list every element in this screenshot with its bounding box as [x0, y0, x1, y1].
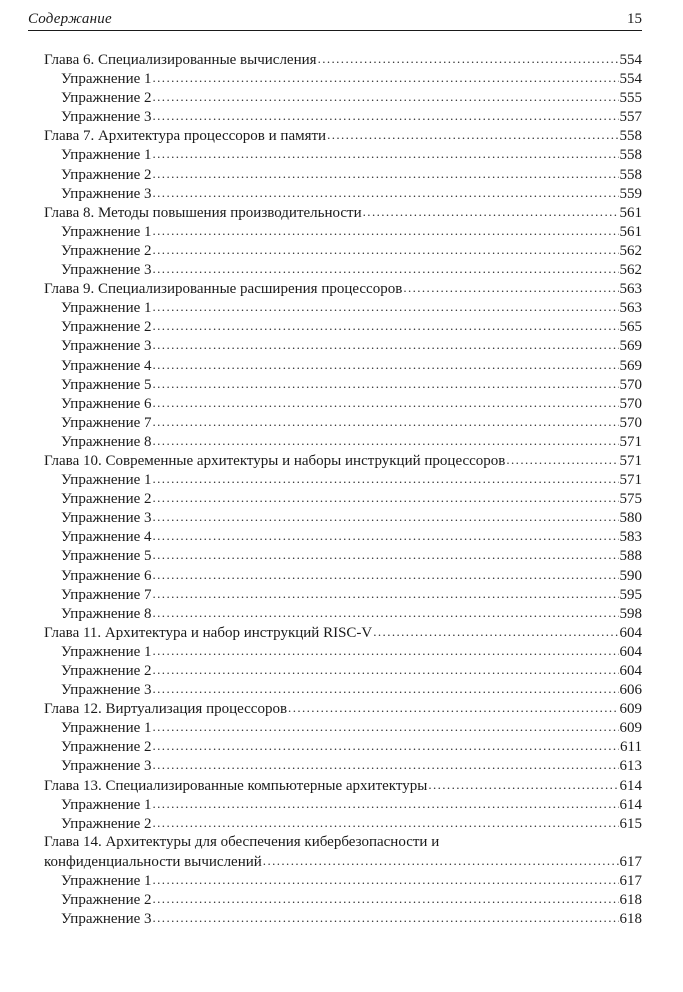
toc-entry-page: 604 — [619, 663, 642, 679]
toc-entry-page: 558 — [619, 147, 642, 164]
toc-entry-label: Упражнение 1 — [61, 796, 152, 813]
toc-leader-dots — [153, 641, 619, 660]
toc-exercise-entry — [44, 508, 642, 527]
toc-entry-label: Упражнение 3 — [61, 682, 152, 699]
toc-leader-dots — [153, 488, 619, 507]
toc-leader-dots — [153, 813, 619, 832]
toc-exercise-entry — [44, 546, 642, 565]
toc-exercise-entry — [44, 432, 642, 451]
running-header-title: Содержание — [28, 11, 112, 27]
toc-exercise-entry — [44, 241, 642, 260]
toc-entry-label: Глава 8. Методы повышения производительности — [44, 204, 362, 221]
toc-leader-dots — [153, 412, 619, 431]
toc-exercise-entry — [44, 680, 642, 699]
toc-entry-label: Глава 10. Современные архитектуры и наборы инструкций процессоров — [44, 452, 506, 469]
toc-entry-page: 570 — [619, 376, 642, 393]
toc-entry-page: 580 — [619, 510, 642, 527]
toc-exercise-entry — [44, 413, 642, 432]
toc-entry-label: Упражнение 5 — [61, 376, 152, 393]
toc-chapter-entry — [44, 279, 642, 298]
toc-exercise-entry — [44, 604, 642, 623]
toc-leader-dots — [428, 775, 618, 794]
toc-leader-dots — [153, 526, 619, 545]
toc-entry-page: 569 — [619, 338, 642, 355]
toc-entry-label: Глава 11. Архитектура и набор инструкций RISC-V — [44, 624, 373, 641]
toc-entry-page: 570 — [619, 414, 642, 431]
toc-leader-dots — [153, 355, 619, 374]
toc-entry-page: 557 — [619, 109, 642, 126]
toc-exercise-entry — [44, 489, 642, 508]
toc-leader-dots — [153, 183, 619, 202]
toc-entry-page: 604 — [619, 624, 642, 641]
toc-chapter-entry — [44, 126, 642, 145]
toc-entry-page: 558 — [619, 128, 642, 145]
toc-exercise-entry — [44, 585, 642, 604]
toc-entry-label: Упражнение 1 — [61, 71, 152, 88]
toc-leader-dots — [153, 68, 619, 87]
toc-entry-page: 609 — [619, 720, 642, 737]
toc-leader-dots — [153, 240, 619, 259]
toc-chapter-entry — [44, 623, 642, 642]
toc-entry-label: Упражнение 1 — [61, 643, 152, 660]
toc-exercise-entry — [44, 356, 642, 375]
toc-leader-dots — [153, 393, 619, 412]
toc-leader-dots — [153, 679, 619, 698]
toc-entry-label: Упражнение 3 — [61, 338, 152, 355]
toc-entry-label: Упражнение 2 — [61, 319, 152, 336]
toc-entry-label: Упражнение 3 — [61, 911, 152, 928]
toc-entry-label: Упражнение 2 — [61, 892, 152, 909]
toc-leader-dots — [153, 545, 619, 564]
toc-leader-dots — [153, 259, 619, 278]
toc-leader-dots — [153, 717, 619, 736]
toc-exercise-entry — [44, 394, 642, 413]
toc-leader-dots — [153, 374, 619, 393]
toc-entry-page: 618 — [619, 892, 642, 909]
toc-entry-label: Упражнение 4 — [61, 529, 152, 546]
toc-exercise-entry — [44, 222, 642, 241]
toc-entry-label: Упражнение 1 — [61, 873, 152, 890]
toc-leader-dots — [363, 202, 619, 221]
toc-leader-dots — [327, 125, 618, 144]
toc-exercise-entry — [44, 375, 642, 394]
toc-entry-page: 561 — [619, 204, 642, 221]
toc-entry-page: 561 — [619, 223, 642, 240]
toc-leader-dots — [506, 450, 618, 469]
toc-leader-dots — [153, 87, 619, 106]
toc-entry-label: Глава 6. Специализированные вычисления — [44, 52, 317, 68]
toc-entry-label: Упражнение 1 — [61, 472, 152, 489]
toc-leader-dots — [153, 221, 619, 240]
toc-leader-dots — [288, 698, 618, 717]
toc-exercise-entry — [44, 317, 642, 336]
toc-leader-dots — [403, 278, 618, 297]
toc-entry-label: Упражнение 7 — [61, 414, 152, 431]
toc-entry-page: 606 — [619, 682, 642, 699]
toc-entry-page: 569 — [619, 357, 642, 374]
toc-exercise-entry — [44, 795, 642, 814]
toc-exercise-entry — [44, 814, 642, 833]
toc-entry-page: 604 — [619, 643, 642, 660]
toc-exercise-entry — [44, 336, 642, 355]
toc-exercise-entry — [44, 88, 642, 107]
toc-exercise-entry — [44, 909, 642, 928]
toc-chapter-entry — [44, 50, 642, 69]
toc-exercise-entry — [44, 107, 642, 126]
toc-entry-page: 562 — [619, 262, 642, 279]
toc-entry-page: 611 — [620, 739, 642, 756]
toc-entry-label: Упражнение 1 — [61, 720, 152, 737]
toc-entry-page: 615 — [619, 815, 642, 832]
toc-leader-dots — [153, 507, 619, 526]
toc-entry-label: Упражнение 3 — [61, 262, 152, 279]
toc-exercise-entry — [44, 69, 642, 88]
toc-entry-label: Упражнение 1 — [61, 300, 152, 317]
toc-entry-page: 559 — [619, 185, 642, 202]
toc-entry-label: Упражнение 2 — [61, 242, 152, 259]
toc-entry-label: Упражнение 3 — [61, 758, 152, 775]
toc-entry-page: 618 — [619, 911, 642, 928]
toc-leader-dots — [153, 870, 619, 889]
toc-leader-dots — [153, 660, 619, 679]
toc-chapter-entry — [44, 451, 642, 470]
toc-entry-label: Упражнение 2 — [61, 663, 152, 679]
toc-entry-label: Упражнение 3 — [61, 510, 152, 527]
toc-entry-label: Упражнение 8 — [61, 605, 152, 622]
toc-chapter-entry — [44, 852, 642, 871]
toc-entry-page: 609 — [619, 701, 642, 718]
toc-leader-dots — [153, 794, 619, 813]
toc-entry-page: 590 — [619, 567, 642, 584]
toc-exercise-entry — [44, 298, 642, 317]
toc-entry-page: 613 — [619, 758, 642, 775]
toc-entry-label: Глава 12. Виртуализация процессоров — [44, 701, 288, 718]
toc-entry-label: Упражнение 7 — [61, 586, 152, 603]
toc-entry-label: Упражнение 2 — [61, 166, 152, 183]
table-of-contents — [44, 50, 642, 928]
toc-entry-label: Упражнение 2 — [61, 491, 152, 508]
toc-entry-page: 555 — [619, 90, 642, 107]
toc-entry-label: Глава 14. Архитектуры для обеспечения кибербезопасности и — [44, 833, 440, 850]
toc-leader-dots — [153, 908, 619, 927]
toc-entry-page: 554 — [619, 52, 642, 68]
toc-entry-label: Упражнение 5 — [61, 548, 152, 565]
toc-entry-page: 614 — [619, 796, 642, 813]
toc-leader-dots — [153, 755, 619, 774]
toc-exercise-entry — [44, 260, 642, 279]
toc-entry-page: 563 — [619, 300, 642, 317]
toc-leader-dots — [153, 889, 619, 908]
toc-entry-page: 614 — [619, 777, 642, 794]
toc-leader-dots — [318, 49, 619, 68]
toc-leader-dots — [153, 106, 619, 125]
toc-exercise-entry — [44, 756, 642, 775]
toc-chapter-entry — [44, 776, 642, 795]
toc-entry-label: Упражнение 1 — [61, 147, 152, 164]
toc-entry-page: 583 — [619, 529, 642, 546]
toc-leader-dots — [153, 297, 619, 316]
toc-exercise-entry — [44, 165, 642, 184]
toc-exercise-entry — [44, 661, 642, 680]
toc-chapter-entry — [44, 699, 642, 718]
toc-exercise-entry — [44, 184, 642, 203]
toc-entry-label: Упражнение 6 — [61, 567, 152, 584]
toc-exercise-entry — [44, 527, 642, 546]
toc-leader-dots — [153, 164, 619, 183]
toc-entry-page: 554 — [619, 71, 642, 88]
toc-exercise-entry — [44, 642, 642, 661]
toc-entry-label: Упражнение 3 — [61, 109, 152, 126]
toc-entry-page: 617 — [619, 873, 642, 890]
toc-entry-page: 571 — [619, 472, 642, 489]
toc-leader-dots — [263, 851, 619, 870]
toc-entry-label: Упражнение 1 — [61, 223, 152, 240]
toc-entry-label: Глава 7. Архитектура процессоров и памяти — [44, 128, 327, 145]
toc-leader-dots — [153, 431, 619, 450]
toc-exercise-entry — [44, 566, 642, 585]
toc-leader-dots — [153, 335, 619, 354]
toc-entry-label: Глава 9. Специализированные расширения процессоров — [44, 281, 403, 298]
toc-leader-dots — [153, 603, 619, 622]
page-number: 15 — [627, 11, 642, 27]
toc-entry-label: Упражнение 2 — [61, 90, 152, 107]
toc-leader-dots — [153, 469, 619, 488]
toc-entry-label: Упражнение 2 — [61, 739, 152, 756]
toc-entry-label: Упражнение 3 — [61, 185, 152, 202]
toc-entry-label: Глава 13. Специализированные компьютерные архитектуры — [44, 777, 428, 794]
toc-entry-page: 565 — [619, 319, 642, 336]
toc-exercise-entry — [44, 737, 642, 756]
toc-entry-page: 575 — [619, 491, 642, 508]
toc-entry-label: конфиденциальности вычислений — [44, 853, 262, 870]
toc-leader-dots — [153, 144, 619, 163]
toc-entry-page: 570 — [619, 395, 642, 412]
toc-exercise-entry — [44, 470, 642, 489]
toc-entry-page: 571 — [619, 452, 642, 469]
toc-entry-page: 595 — [619, 586, 642, 603]
toc-entry-page: 598 — [619, 605, 642, 622]
toc-entry-page: 558 — [619, 166, 642, 183]
toc-leader-dots — [153, 565, 619, 584]
toc-entry-page: 563 — [619, 281, 642, 298]
toc-entry-page: 588 — [619, 548, 642, 565]
toc-entry-page: 571 — [619, 433, 642, 450]
toc-leader-dots — [153, 316, 619, 335]
toc-leader-dots — [153, 584, 619, 603]
toc-chapter-entry — [44, 203, 642, 222]
toc-exercise-entry — [44, 871, 642, 890]
toc-chapter-entry — [44, 833, 642, 852]
toc-entry-label: Упражнение 4 — [61, 357, 152, 374]
toc-entry-page: 617 — [619, 853, 642, 870]
toc-exercise-entry — [44, 890, 642, 909]
toc-exercise-entry — [44, 145, 642, 164]
running-header — [28, 8, 642, 31]
toc-entry-label: Упражнение 2 — [61, 815, 152, 832]
toc-exercise-entry — [44, 718, 642, 737]
toc-entry-label: Упражнение 6 — [61, 395, 152, 412]
toc-leader-dots — [153, 736, 620, 755]
toc-entry-page: 562 — [619, 242, 642, 259]
toc-entry-label: Упражнение 8 — [61, 433, 152, 450]
toc-leader-dots — [373, 622, 618, 641]
